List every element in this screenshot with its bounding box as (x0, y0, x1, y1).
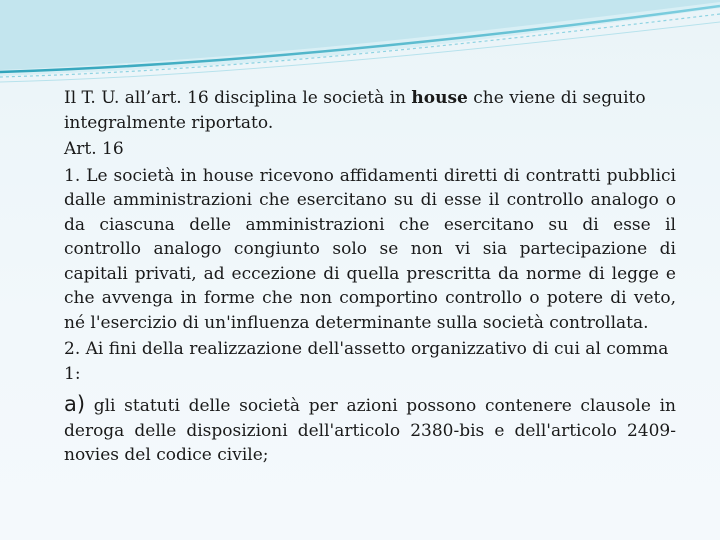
slide-content (64, 86, 676, 468)
intro-pre-text: Il T. U. all’art. 16 disciplina le società in (64, 88, 412, 108)
paragraph-2: 2. Ai fini della realizzazione dell'assetto organizzativo di cui al comma 1: (64, 339, 669, 384)
list-item-a-text: gli statuti delle società per azioni possono contenere clausole in deroga delle disposizioni dell'articolo 2380-bis e dell'articolo 2409-novies del codice civile; (64, 396, 676, 465)
header-wave-decoration (0, 0, 720, 90)
intro-strong-text: house (411, 88, 468, 108)
paragraph-1: 1. Le società in house ricevono affidamenti diretti di contratti pubblici dalle amministrazioni che esercitano su di esse il controllo analogo o da ciascuna delle amministrazioni che esercitano su di esse il controllo analogo congiunto solo se non vi sia partecipazione di capitali privati, ad eccezione di quella prescritta da norme di legge e che avvenga in forme che non comportino controllo o potere di veto, né l'esercizio di un'influenza determinante sulla società controllata. (64, 165, 676, 333)
list-item-a (64, 392, 676, 468)
intro-paragraph (64, 86, 676, 135)
intro-post-text: che viene di seguito integralmente riportato. (64, 88, 646, 133)
article-heading: Art. 16 (64, 139, 124, 159)
list-item-a-letter: a) (64, 392, 86, 416)
